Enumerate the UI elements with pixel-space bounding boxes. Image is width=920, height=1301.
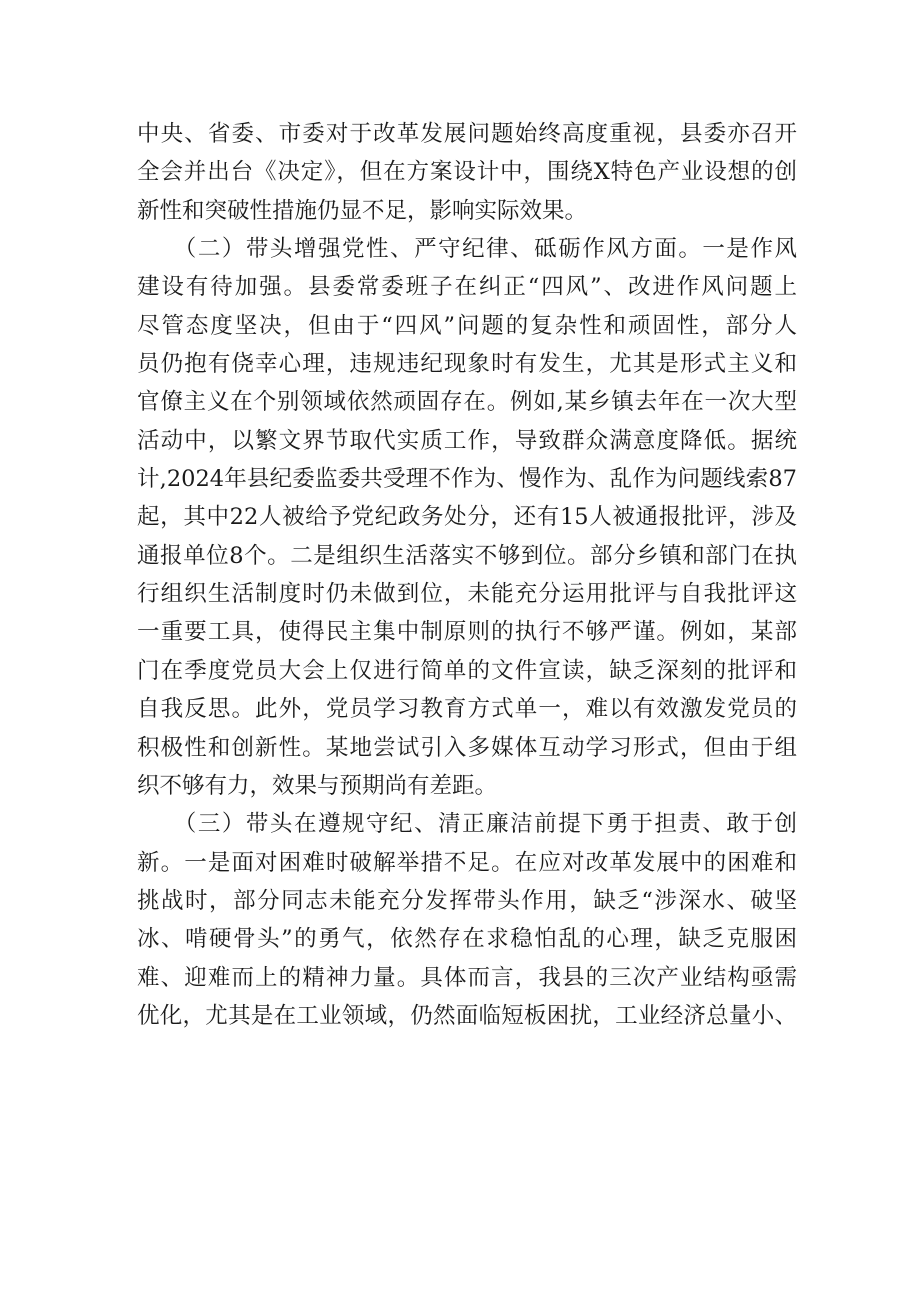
- text-line: 难、迎难而上的精神力量。具体而言，我县的三次产业结构亟需: [137, 964, 797, 991]
- text-line: 冰、啃硬骨头”的勇气，依然存在求稳怕乱的心理，缺乏克服困: [137, 926, 797, 953]
- text-line: 通报单位8个。二是组织生活落实不够到位。部分乡镇和部门在执: [137, 542, 797, 569]
- text-line: 全会并出台《决定》，但在方案设计中，围绕X特色产业设想的创: [137, 159, 797, 186]
- text-line: 织不够有力，效果与预期尚有差距。: [137, 772, 498, 799]
- text-line: 官僚主义在个别领域依然顽固存在。例如,某乡镇去年在一次大型: [137, 389, 797, 416]
- text-line: 新性和突破性措施仍显不足，影响实际效果。: [137, 197, 588, 224]
- text-line: 起，其中22人被给予党纪政务处分，还有15人被通报批评，涉及: [137, 504, 797, 531]
- text-line: 挑战时，部分同志未能充分发挥带头作用，缺乏“涉深水、破坚: [137, 887, 797, 914]
- text-line: 优化，尤其是在工业领域，仍然面临短板困扰，工业经济总量小、: [137, 1002, 797, 1029]
- text-line: 尽管态度坚决，但由于“四风”问题的复杂性和顽固性，部分人: [137, 312, 797, 339]
- text-line: 行组织生活制度时仍未做到位，未能充分运用批评与自我批评这: [137, 581, 797, 608]
- body-text: [137, 115, 797, 1035]
- text-line: 建设有待加强。县委常委班子在纠正“四风”、改进作风问题上: [137, 274, 797, 301]
- text-line: 活动中，以繁文界节取代实质工作，导致群众满意度降低。据统: [137, 427, 797, 454]
- text-line: 自我反思。此外，党员学习教育方式单一，难以有效激发党员的: [137, 696, 797, 723]
- text-line: 一重要工具，使得民主集中制原则的执行不够严谨。例如，某部: [137, 619, 797, 646]
- text-line: 门在季度党员大会上仅进行简单的文件宣读，缺乏深刻的批评和: [137, 657, 797, 684]
- text-line: 计,2024年县纪委监委共受理不作为、慢作为、乱作为问题线索87: [137, 466, 797, 493]
- text-line: 积极性和创新性。某地尝试引入多媒体互动学习形式，但由于组: [137, 734, 797, 761]
- text-line: （二）带头增强党性、严守纪律、砥砺作风方面。一是作风: [137, 236, 797, 263]
- text-line: 中央、省委、市委对于改革发展问题始终高度重视，县委亦召开: [137, 121, 797, 147]
- text-line: 员仍抱有侥幸心理，违规违纪现象时有发生，尤其是形式主义和: [137, 351, 797, 378]
- text-line: 新。一是面对困难时破解举措不足。在应对改革发展中的困难和: [137, 849, 797, 876]
- text-line: （三）带头在遵规守纪、清正廉洁前提下勇于担责、敢于创: [137, 811, 797, 838]
